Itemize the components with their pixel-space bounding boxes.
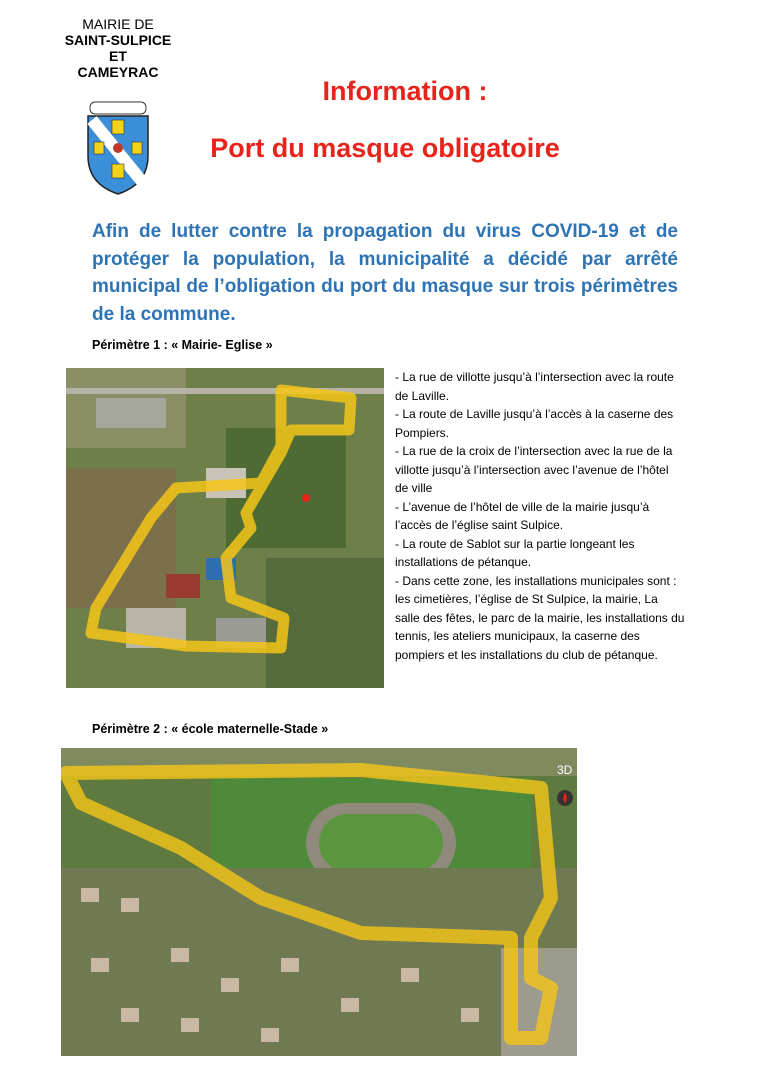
perimetre1-title: Périmètre 1 : « Mairie- Eglise » (92, 338, 273, 352)
list-item: - La rue de villotte jusqu’à l’intersection avec la route de Laville. (395, 370, 674, 403)
coat-of-arms-icon (82, 100, 154, 196)
list-item: - Dans cette zone, les installations municipales sont : les cimetières, l’église de St Sulpice, la mairie, La salle des fêtes, le parc de la mairie, les installations du tennis, les ateliers municipaux, la caserne des pompiers et les installations du club de pétanque. (395, 573, 685, 662)
list-item: - La route de Sablot sur la partie longeant les installations de pétanque. (395, 536, 635, 569)
mairie-line2: SAINT-SULPICE (64, 32, 172, 48)
perimetre1-aerial-map (66, 368, 384, 688)
map-3d-label[interactable]: 3D (557, 763, 573, 777)
mairie-line3: ET (109, 48, 127, 64)
list-item: - La route de Laville jusqu’à l’accès à la caserne des Pompiers. (395, 407, 674, 440)
perimetre2-aerial-map (61, 748, 577, 1056)
list-item: - La rue de la croix de l’intersection avec la rue de la villotte jusqu’à l’intersection avec l’avenue de l’hôtel de ville (395, 444, 673, 495)
mairie-line1: MAIRIE DE (82, 16, 154, 32)
perimetre1-rules-list (395, 368, 685, 664)
perimetre2-title: Périmètre 2 : « école maternelle-Stade » (92, 722, 329, 736)
mairie-header (58, 16, 178, 80)
info-title: Information : (322, 76, 488, 106)
intro-paragraph: Afin de lutter contre la propagation du virus COVID-19 et de protéger la population, la municipalité a décidé par arrêté municipal de l’obligation du port du masque sur trois périmètres de la commune. (92, 221, 678, 325)
main-title: Port du masque obligatoire (210, 133, 560, 163)
list-item: - L’avenue de l’hôtel de ville de la mairie jusqu’à l’accès de l’église saint Sulpice. (395, 499, 650, 532)
mairie-line4: CAMEYRAC (77, 64, 159, 80)
